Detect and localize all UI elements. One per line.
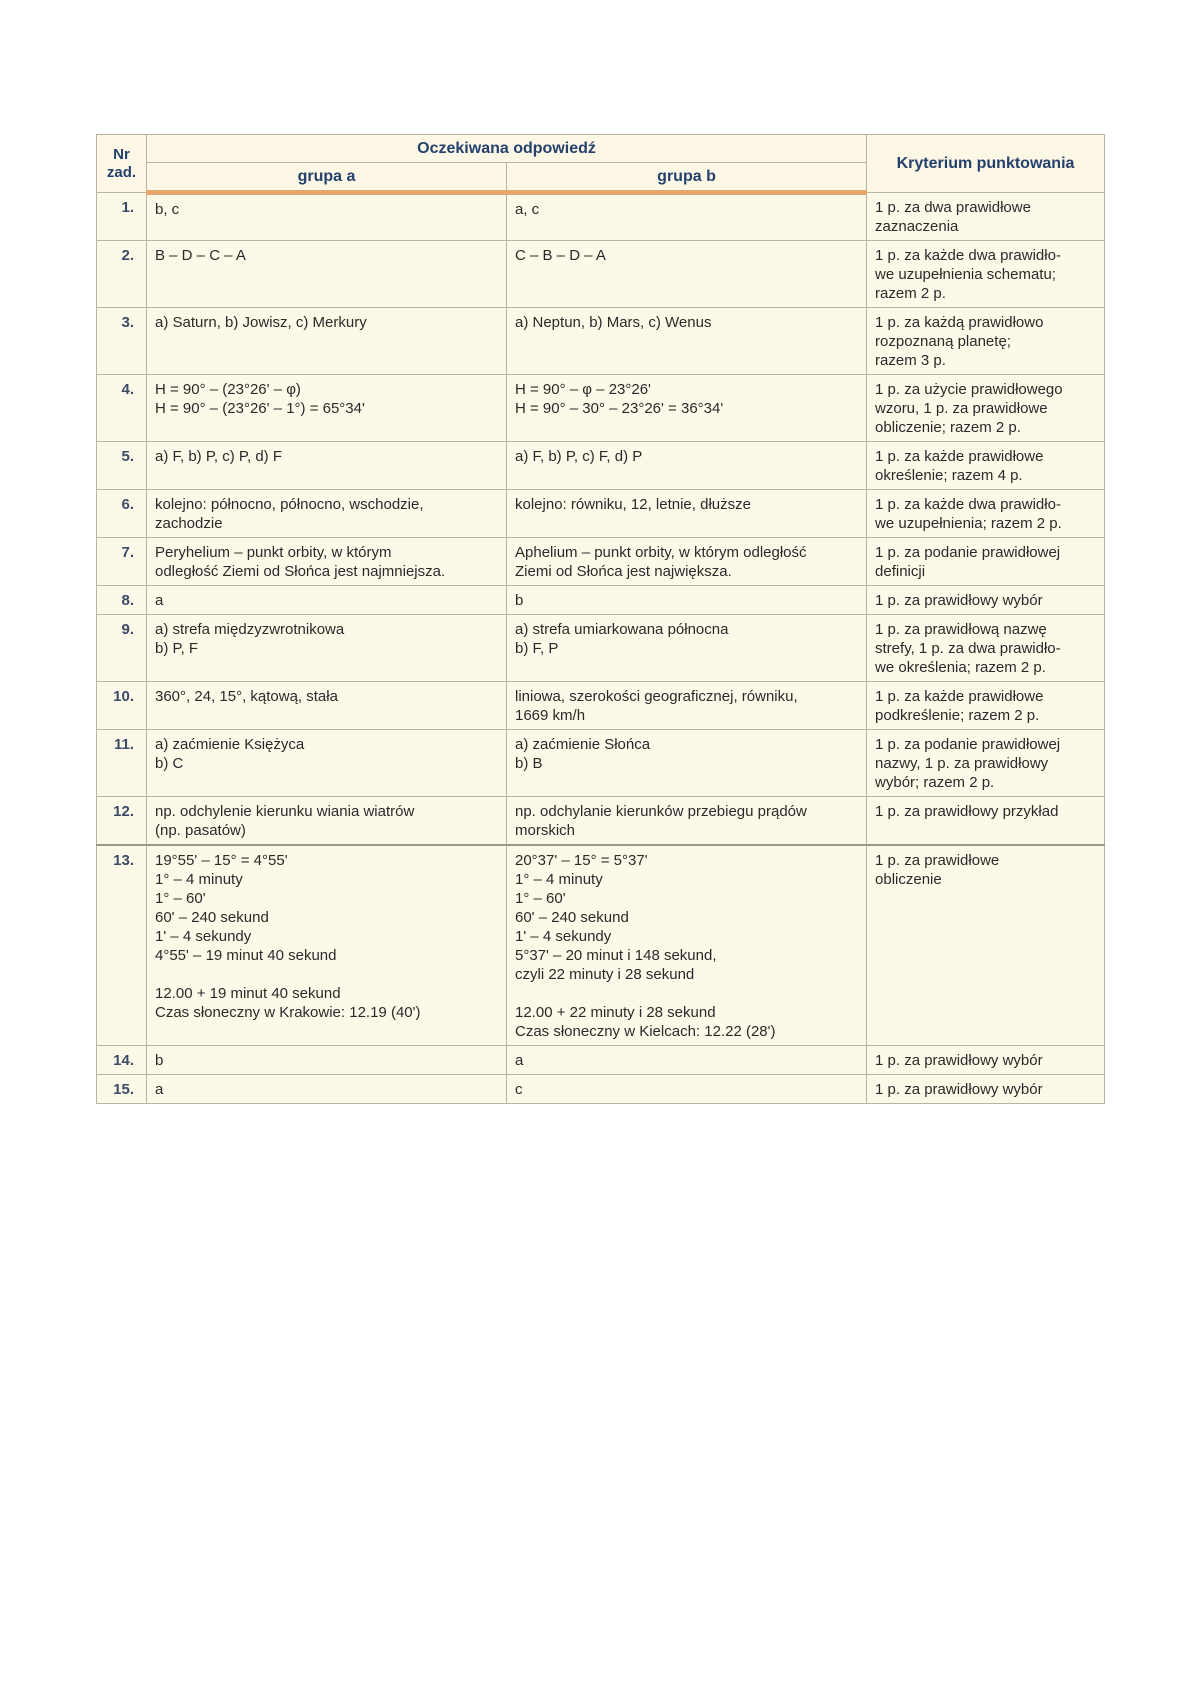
scoring-criterion: 1 p. za każde prawidłowe określenie; razem 4 p. — [867, 442, 1105, 490]
scoring-criterion: 1 p. za prawidłowy wybór — [867, 586, 1105, 615]
answer-group-b: a, c — [507, 193, 867, 241]
answer-group-a: a — [147, 1075, 507, 1104]
answer-group-b: a) Neptun, b) Mars, c) Wenus — [507, 308, 867, 375]
table-row — [97, 1075, 1105, 1104]
answer-group-a: 19°55' – 15° = 4°55' 1° – 4 minuty 1° – 60' 60' – 240 sekund 1' – 4 sekundy 4°55' – 19 minut 40 sekund 12.00 + 19 minut 40 sekund Czas słoneczny w Krakowie: 12.19 (40') — [147, 845, 507, 1046]
scoring-criterion: 1 p. za prawidłowy wybór — [867, 1046, 1105, 1075]
scoring-criterion: 1 p. za każde dwa prawidło- we uzupełnienia schematu; razem 2 p. — [867, 241, 1105, 308]
answer-group-b: a) zaćmienie Słońca b) B — [507, 730, 867, 797]
answer-group-a: a) strefa międzyzwrotnikowa b) P, F — [147, 615, 507, 682]
table-row — [97, 1046, 1105, 1075]
answer-key-table — [96, 134, 1105, 1104]
table-row — [97, 241, 1105, 308]
answer-group-b: a) F, b) P, c) F, d) P — [507, 442, 867, 490]
answer-group-a: b — [147, 1046, 507, 1075]
answer-group-b: H = 90° – φ – 23°26' H = 90° – 30° – 23°26' = 36°34' — [507, 375, 867, 442]
scoring-criterion: 1 p. za podanie prawidłowej definicji — [867, 538, 1105, 586]
table-row — [97, 538, 1105, 586]
answer-group-a: b, c — [147, 193, 507, 241]
task-number: 2. — [97, 241, 147, 308]
scoring-criterion: 1 p. za prawidłowy przykład — [867, 797, 1105, 846]
scoring-criterion: 1 p. za każde dwa prawidło- we uzupełnienia; razem 2 p. — [867, 490, 1105, 538]
table-row — [97, 586, 1105, 615]
header-group-b: grupa b — [507, 163, 867, 193]
scoring-criterion: 1 p. za podanie prawidłowej nazwy, 1 p. za prawidłowy wybór; razem 2 p. — [867, 730, 1105, 797]
answer-group-a: B – D – C – A — [147, 241, 507, 308]
task-number: 10. — [97, 682, 147, 730]
table-row — [97, 730, 1105, 797]
task-number: 1. — [97, 193, 147, 241]
table-row — [97, 308, 1105, 375]
task-number: 9. — [97, 615, 147, 682]
scoring-criterion: 1 p. za prawidłowy wybór — [867, 1075, 1105, 1104]
header-criterion: Kryterium punktowania — [867, 135, 1105, 193]
answer-group-a: 360°, 24, 15°, kątową, stała — [147, 682, 507, 730]
task-number: 6. — [97, 490, 147, 538]
scoring-criterion: 1 p. za użycie prawidłowego wzoru, 1 p. za prawidłowe obliczenie; razem 2 p. — [867, 375, 1105, 442]
answer-group-a: H = 90° – (23°26' – φ) H = 90° – (23°26' – 1°) = 65°34' — [147, 375, 507, 442]
task-number: 7. — [97, 538, 147, 586]
table-row — [97, 797, 1105, 846]
scoring-criterion: 1 p. za prawidłową nazwę strefy, 1 p. za dwa prawidło- we określenia; razem 2 p. — [867, 615, 1105, 682]
table-header — [97, 135, 1105, 193]
answer-group-a: a — [147, 586, 507, 615]
table-row — [97, 442, 1105, 490]
task-number: 12. — [97, 797, 147, 846]
answer-group-b: C – B – D – A — [507, 241, 867, 308]
answer-group-a: a) Saturn, b) Jowisz, c) Merkury — [147, 308, 507, 375]
table-row — [97, 682, 1105, 730]
answer-group-b: b — [507, 586, 867, 615]
table-row — [97, 193, 1105, 241]
task-number: 4. — [97, 375, 147, 442]
answer-group-b: 20°37' – 15° = 5°37' 1° – 4 minuty 1° – 60' 60' – 240 sekund 1' – 4 sekundy 5°37' – 20 minut i 148 sekund, czyli 22 minuty i 28 sekund 12.00 + 22 minuty i 28 sekund Czas słoneczny w Kielcach: 12.22 (28') — [507, 845, 867, 1046]
scoring-criterion: 1 p. za dwa prawidłowe zaznaczenia — [867, 193, 1105, 241]
task-number: 13. — [97, 845, 147, 1046]
task-number: 3. — [97, 308, 147, 375]
answer-group-b: np. odchylanie kierunków przebiegu prądów morskich — [507, 797, 867, 846]
header-nr: Nr zad. — [97, 135, 147, 193]
answer-group-b: a — [507, 1046, 867, 1075]
answer-group-b: kolejno: równiku, 12, letnie, dłuższe — [507, 490, 867, 538]
task-number: 11. — [97, 730, 147, 797]
answer-group-a: kolejno: północno, północno, wschodzie, zachodzie — [147, 490, 507, 538]
answer-group-a: a) F, b) P, c) P, d) F — [147, 442, 507, 490]
table-row — [97, 615, 1105, 682]
answer-group-b: Aphelium – punkt orbity, w którym odległość Ziemi od Słońca jest największa. — [507, 538, 867, 586]
table-row — [97, 845, 1105, 1046]
task-number: 14. — [97, 1046, 147, 1075]
answer-group-a: np. odchylenie kierunku wiania wiatrów (np. pasatów) — [147, 797, 507, 846]
task-number: 15. — [97, 1075, 147, 1104]
table-row — [97, 490, 1105, 538]
header-group-a: grupa a — [147, 163, 507, 193]
answer-group-b: liniowa, szerokości geograficznej, równiku, 1669 km/h — [507, 682, 867, 730]
table-row — [97, 375, 1105, 442]
table-body — [97, 193, 1105, 1104]
scoring-criterion: 1 p. za każde prawidłowe podkreślenie; razem 2 p. — [867, 682, 1105, 730]
answer-group-a: a) zaćmienie Księżyca b) C — [147, 730, 507, 797]
answer-group-a: Peryhelium – punkt orbity, w którym odległość Ziemi od Słońca jest najmniejsza. — [147, 538, 507, 586]
answer-group-b: c — [507, 1075, 867, 1104]
task-number: 5. — [97, 442, 147, 490]
header-expected-answer: Oczekiwana odpowiedź — [147, 135, 867, 163]
task-number: 8. — [97, 586, 147, 615]
scoring-criterion: 1 p. za każdą prawidłowo rozpoznaną planetę; razem 3 p. — [867, 308, 1105, 375]
answer-group-b: a) strefa umiarkowana północna b) F, P — [507, 615, 867, 682]
scoring-criterion: 1 p. za prawidłowe obliczenie — [867, 845, 1105, 1046]
